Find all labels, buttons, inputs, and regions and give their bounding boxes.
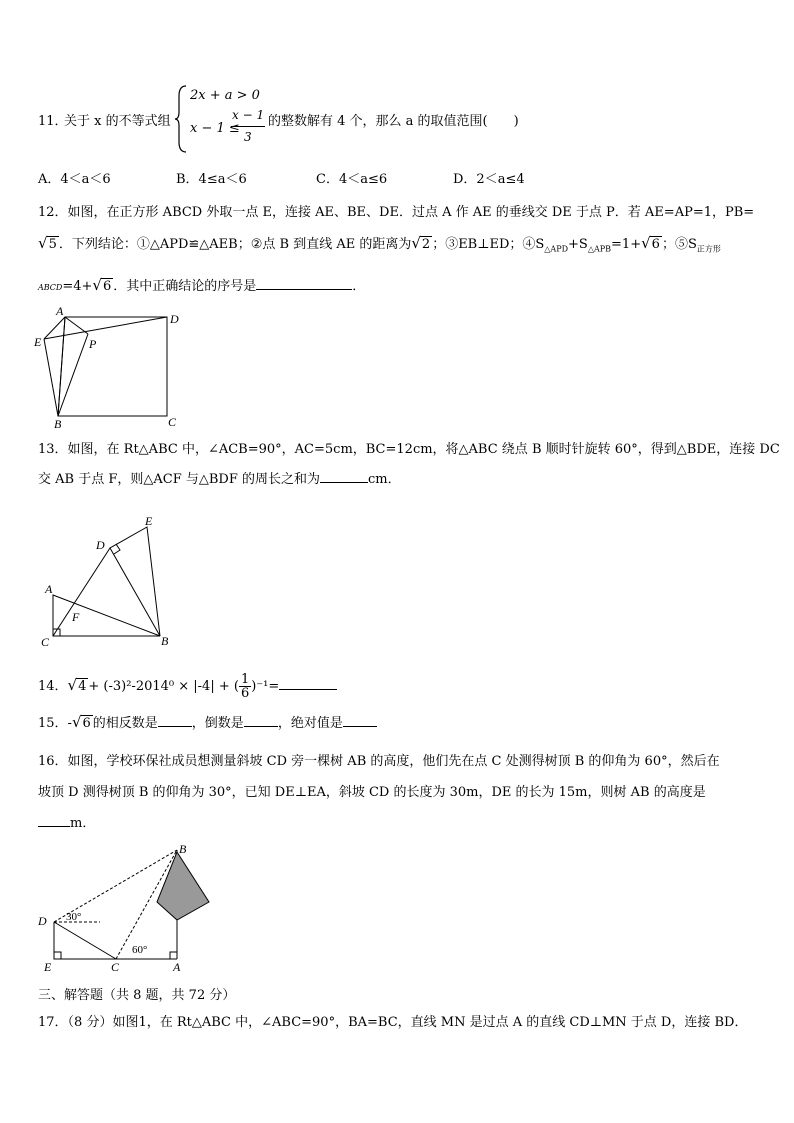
q12-label-p: P <box>89 337 97 351</box>
q15-blank-opposite <box>158 726 192 727</box>
q16-figure <box>34 840 214 975</box>
q12-square-abcd <box>58 317 167 416</box>
q16-line-3: m． <box>38 812 95 831</box>
q16-label-e: E <box>44 960 52 974</box>
q13-label-b: B <box>161 634 169 648</box>
q16-label-d: D <box>38 914 47 928</box>
q16-ground-e-a <box>54 922 177 959</box>
q13-label-e: E <box>145 514 153 528</box>
q13-answer-blank <box>320 482 368 483</box>
q15-blank-absolute <box>343 726 377 727</box>
question-15: 15．-√6 的相反数是 ，倒数是 ，绝对值是 <box>38 712 377 731</box>
q11-suffix: 的整数解有 4 个，那么 a 的取值范围( ) <box>268 114 519 129</box>
q13-label-d: D <box>96 538 105 552</box>
q12-segment-eb <box>44 339 58 416</box>
q16-label-b: B <box>179 842 187 856</box>
q12-segment-ap <box>65 317 88 334</box>
q16-right-angle-e <box>54 952 61 959</box>
q16-right-angle-a <box>170 952 177 959</box>
q11-option-d: D．2＜a≤4 <box>453 172 525 187</box>
q12-answer-blank <box>256 289 352 290</box>
q12-line-3: ABCD=4+√6 ．其中正确结论的序号是 ． <box>38 276 366 294</box>
q13-label-f: F <box>72 610 80 624</box>
q11-fraction-bar <box>231 126 265 127</box>
q11-fraction-numerator: x − 1 <box>232 108 265 122</box>
q12-label-b: B <box>54 417 62 430</box>
q11-number: 11． <box>38 114 68 129</box>
q16-line-2: 坡顶 D 测得树顶 B 的仰角为 30°，已知 DE⊥EA，斜坡 CD 的长度为 30m，DE 的长为 15m，则树 AB 的高度是 <box>38 785 706 800</box>
q11-brace <box>174 84 190 154</box>
q16-label-c: C <box>111 960 120 974</box>
q11-option-c: C．4＜a≤6 <box>316 172 388 187</box>
q12-label-a: A <box>56 304 64 318</box>
q12-line-1: 12．如图，在正方形 ABCD 外取一点 E，连接 AE、BE、DE．过点 A 作 AE 的垂线交 DE 于点 P．若 AE=AP=1，PB= <box>38 205 755 220</box>
q13-figure <box>36 508 186 648</box>
question-14: 14．√4 + (-3)²-2014⁰ × |-4| + ( $\frac{1}{6}$ )⁻¹= <box>38 673 337 700</box>
q16-angle-30: 30° <box>66 911 82 923</box>
q12-label-c: C <box>168 415 177 429</box>
q13-triangle-abc <box>53 595 160 636</box>
q16-angle-60: 60° <box>132 944 148 956</box>
q11-option-a: A．4＜a＜6 <box>38 172 111 187</box>
q13-label-a: A <box>45 582 53 596</box>
q16-answer-blank <box>38 826 70 827</box>
q11-fraction-denominator: 3 <box>244 130 252 144</box>
q12-label-e: E <box>34 335 42 349</box>
q12-label-d: D <box>170 312 179 326</box>
q11-prefix: 关于 x 的不等式组 <box>64 114 171 129</box>
q12-figure <box>30 302 190 430</box>
q16-label-a: A <box>173 960 181 974</box>
q13-line-1: 13．如图，在 Rt△ABC 中，∠ACB=90°，AC=5cm，BC=12cm，将△ABC 绕点 B 顺时针旋转 60°，得到△BDE，连接 DC <box>38 442 780 457</box>
q13-line-2: 交 AB 于点 F，则△ACF 与△BDF 的周长之和为 cm． <box>38 472 401 487</box>
section-3-heading: 三、解答题（共 8 题，共 72 分） <box>38 988 236 1003</box>
question-17: 17．（8 分）如图1，在 Rt△ABC 中，∠ABC=90°，BA=BC，直线 MN 是过点 A 的直线 CD⊥MN 于点 D，连接 BD． <box>38 1015 748 1030</box>
q12-line-2: √5 ．下列结论：①△APD≌△AEB；②点 B 到直线 AE 的距离为√2 ；③EB⊥ED；$④S_{\triangle APD}+S_{\triangle APB}=1+√6$ ；$⑤S_{正方形}$ <box>38 234 721 254</box>
q14-answer-blank <box>279 689 337 690</box>
q16-slope-dc <box>54 922 116 959</box>
q16-line-1: 16．如图，学校环保社成员想测量斜坡 CD 旁一棵树 AB 的高度，他们先在点 C 处测得树顶 B 的仰角为 60°，然后在 <box>38 754 720 769</box>
q15-blank-reciprocal <box>244 726 278 727</box>
q13-segment-dc <box>53 548 110 636</box>
q11-option-b: B．4≤a＜6 <box>176 172 247 187</box>
q11-inequality-1: 2x + a > 0 <box>190 88 260 103</box>
q13-label-c: C <box>41 635 50 648</box>
q11-inequality-2-left: x − 1 ≤ <box>190 121 240 136</box>
q16-tree-crown <box>157 852 209 920</box>
